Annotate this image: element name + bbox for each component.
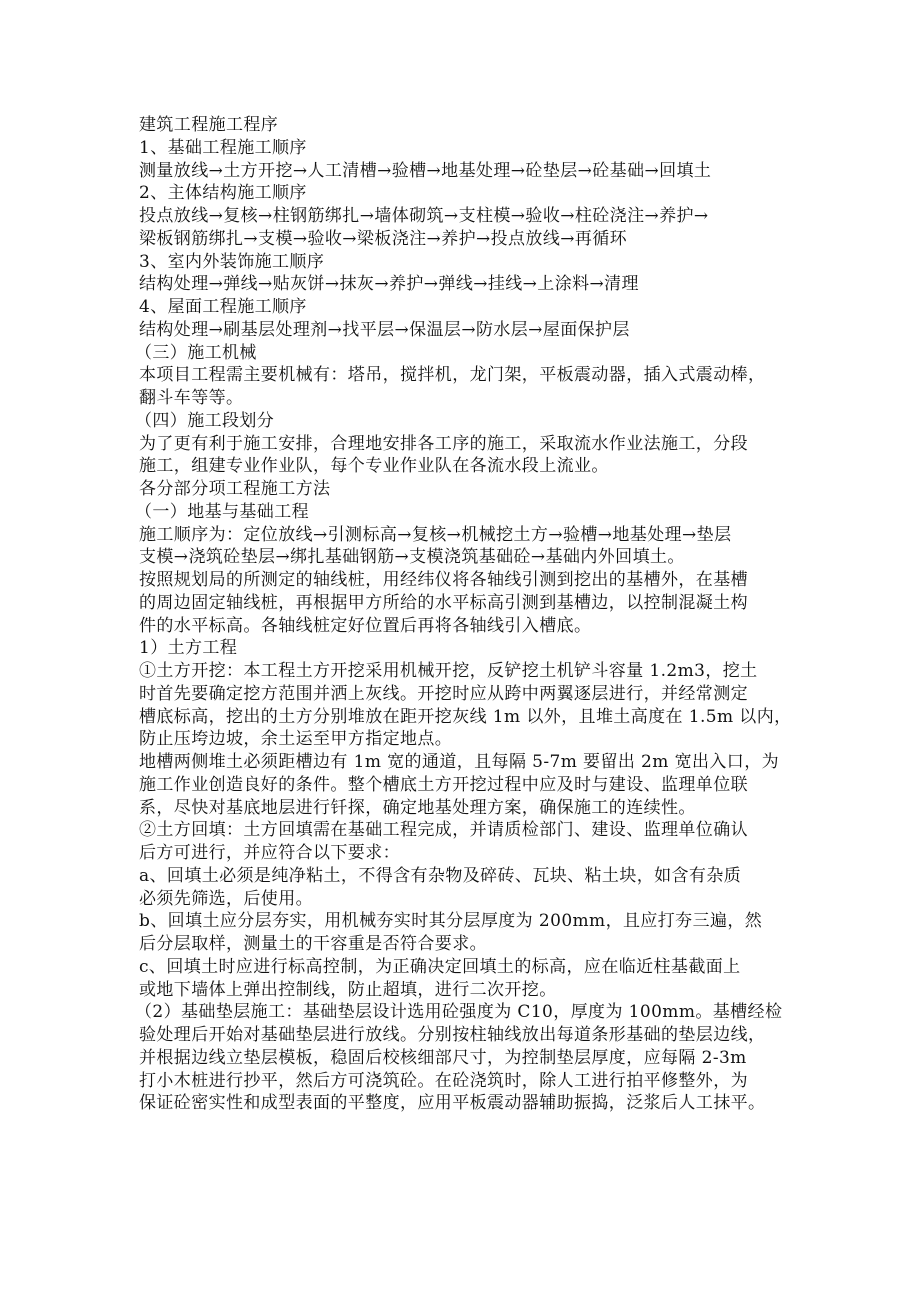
paragraph-line: 时首先要确定挖方范围并洒上灰线。开挖时应从跨中两翼逐层进行，并经常测定	[139, 683, 748, 704]
paragraph-line: 的周边固定轴线桩，再根据甲方所给的水平标高引测到基槽边，以控制混凝土构	[139, 592, 748, 613]
paragraph-line: 按照规划局的所测定的轴线桩，用经纬仪将各轴线引测到挖出的基槽外，在基槽	[139, 570, 748, 590]
section-heading: 2、主体结构施工顺序	[139, 183, 307, 204]
section-heading: 各分部分项工程施工方法	[139, 479, 331, 499]
paragraph-line: 施工作业创造良好的条件。整个槽底土方开挖过程中应及时与建设、监理单位联	[139, 774, 748, 795]
paragraph-line: 为了更有利于施工安排，合理地安排各工序的施工，采取流水作业法施工，分段	[139, 433, 748, 454]
section-heading: （三）施工机械	[135, 342, 257, 363]
section-heading: 3、室内外装饰施工顺序	[139, 251, 325, 272]
paragraph-line: 后方可进行，并应符合以下要求：	[139, 843, 400, 863]
paragraph-line: 支模→浇筑砼垫层→绑扎基础钢筋→支模浇筑基础砼→基础内外回填土。	[139, 547, 685, 568]
paragraph-line: 施工顺序为：定位放线→引测标高→复核→机械挖土方→验槽→地基处理→垫层	[139, 524, 732, 545]
paragraph-line: 投点放线→复核→柱钢筋绑扎→墙体砌筑→支柱模→验收→柱砼浇注→养护→	[139, 206, 709, 226]
paragraph-line: 施工，组建专业作业队，每个专业作业队在各流水段上流业。	[139, 456, 609, 477]
paragraph-line: 翻斗车等等。	[139, 388, 244, 408]
paragraph-line: 防止压垮边坡，余土运至甲方指定地点。	[139, 729, 453, 750]
paragraph-line: 本项目工程需主要机械有：塔吊，搅拌机，龙门架，平板震动器，插入式震动棒，	[139, 365, 766, 386]
section-heading: 4、屋面工程施工顺序	[139, 297, 307, 317]
paragraph-line: 后分层取样，测量土的干容重是否符合要求。	[139, 934, 487, 954]
paragraph-line: 并根据边线立垫层模板，稳固后校核细部尺寸，为控制垫层厚度，应每隔 2-3m	[139, 1047, 747, 1068]
paragraph-line: （2）基础垫层施工：基础垫层设计选用砼强度为 C10，厚度为 100mm。基槽经检	[135, 1002, 783, 1023]
section-heading: 1、基础工程施工顺序	[139, 137, 307, 158]
paragraph-line: 结构处理→刷基层处理剂→找平层→保温层→防水层→屋面保护层	[139, 319, 630, 340]
paragraph-line: 测量放线→土方开挖→人工清槽→验槽→地基处理→砼垫层→砼基础→回填土	[139, 160, 712, 181]
paragraph-line: 梁板钢筋绑扎→支模→验收→梁板浇注→养护→投点放线→再循环	[139, 228, 628, 249]
paragraph-line: a、回填土必须是纯净粘土，不得含有杂物及碎砖、瓦块、粘土块，如含有杂质	[139, 865, 742, 886]
paragraph-line: 结构处理→弹线→贴灰饼→抹灰→养护→弹线→挂线→上涂料→清理	[139, 274, 639, 295]
paragraph-line: 地槽两侧堆土必须距槽边有 1m 宽的通道，且每隔 5-7m 要留出 2m 宽出入口，为	[139, 752, 779, 772]
paragraph-line: 保证砼密实性和成型表面的平整度，应用平板震动器辅助振捣，泛浆后人工抹平。	[139, 1093, 766, 1114]
paragraph-line: 验处理后开始对基础垫层进行放线。分别按柱轴线放出每道条形基础的垫层边线，	[139, 1025, 766, 1045]
paragraph-line: 槽底标高，挖出的土方分别堆放在距开挖灰线 1m 以外，且堆土高度在 1.5m 以内，	[139, 706, 792, 727]
paragraph-line: 打小木桩进行抄平，然后方可浇筑砼。在砼浇筑时，除人工进行拍平修整外，为	[139, 1070, 748, 1091]
paragraph-line: 件的水平标高。各轴线桩定好位置后再将各轴线引入槽底。	[139, 615, 592, 636]
section-heading: 1）土方工程	[139, 638, 238, 659]
paragraph-line: c、回填土时应进行标高控制，为正确决定回填土的标高，应在临近柱基截面上	[139, 956, 741, 977]
section-heading: （一）地基与基础工程	[135, 501, 309, 522]
paragraph-line: 系，尽快对基底地层进行钎探，确定地基处理方案，确保施工的连续性。	[139, 797, 696, 818]
document-body	[135, 114, 792, 1115]
paragraph-line: ①土方开挖：本工程土方开挖采用机械开挖，反铲挖土机铲斗容量 1.2m3，挖土	[139, 661, 758, 681]
paragraph-line: 或地下墙体上弹出控制线，防止超填，进行二次开挖。	[139, 979, 557, 1000]
paragraph-line: b、回填土应分层夯实，用机械夯实时其分层厚度为 200mm，且应打夯三遍，然	[139, 911, 763, 932]
paragraph-line: 必须先筛选，后使用。	[139, 888, 313, 909]
document-title: 建筑工程施工程序	[139, 115, 279, 135]
paragraph-line: ②土方回填：土方回填需在基础工程完成，并请质检部门、建设、监理单位确认	[139, 820, 748, 841]
section-heading: （四）施工段划分	[135, 410, 275, 431]
